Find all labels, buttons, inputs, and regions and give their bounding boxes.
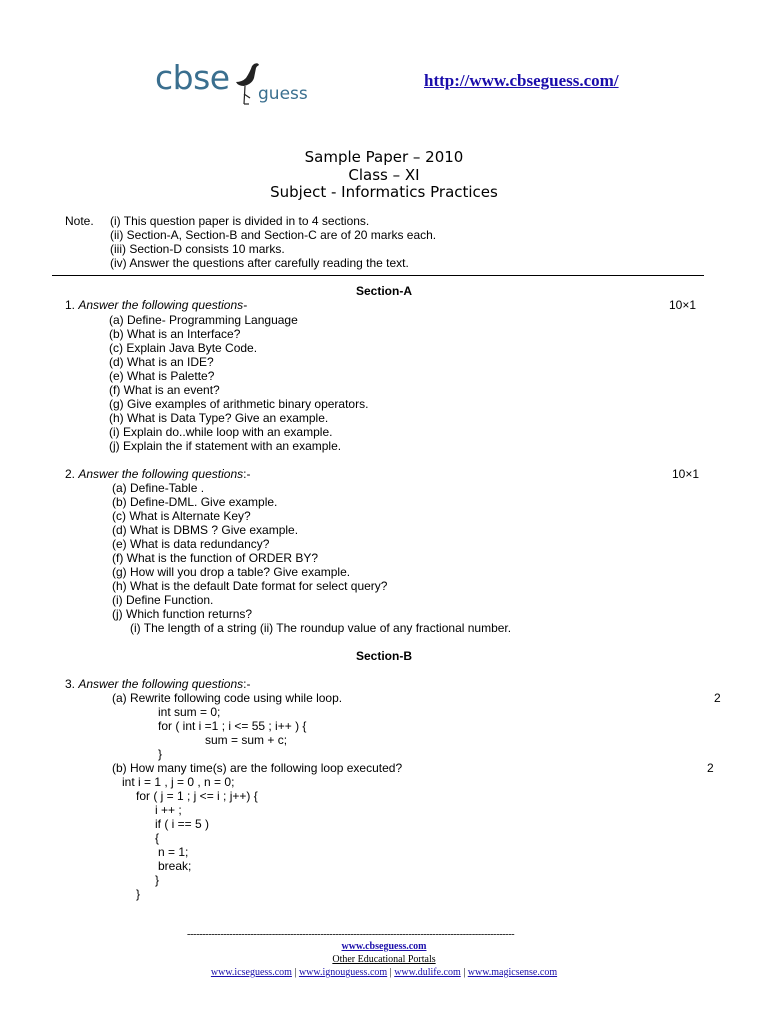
question-item: (g) Give examples of arithmetic binary operators. (109, 397, 369, 411)
code-line: } (158, 747, 163, 761)
logo-cbse-text: cbse (155, 58, 230, 97)
note-label: Note. (65, 214, 94, 228)
question-subitem: (i) The length of a string (ii) The roundup value of any fractional number. (130, 621, 512, 635)
footer-separator: | (294, 967, 297, 978)
question-1-prompt: 1. Answer the following questions- (65, 298, 248, 312)
question-item: (b) Define-DML. Give example. (112, 495, 278, 509)
code-line: break; (158, 859, 192, 873)
code-line: for ( int i =1 ; i <= 55 ; i++ ) { (158, 719, 307, 733)
code-line: int i = 1 , j = 0 , n = 0; (122, 775, 235, 789)
footer-links-row (0, 967, 768, 978)
question-item: (c) Explain Java Byte Code. (109, 341, 258, 355)
question-1-marks: 10×1 (669, 298, 697, 312)
question-3a-text: (a) Rewrite following code using while loop. (112, 691, 343, 705)
note-item: (i) This question paper is divided in to 4 sections. (110, 214, 370, 228)
question-3b-text: (b) How many time(s) are the following loop executed? (112, 761, 403, 775)
code-line: } (155, 873, 160, 887)
question-item: (g) How will you drop a table? Give example. (112, 565, 351, 579)
footer-divider: ------------------------------------------------------------------------------------------------------------ (187, 929, 515, 940)
class-title: Class – XI (348, 166, 420, 184)
question-item: (c) What is Alternate Key? (112, 509, 251, 523)
code-line: n = 1; (158, 845, 189, 859)
footer-separator: | (463, 967, 466, 978)
question-item: (f) What is an event? (109, 383, 220, 397)
note-item: (ii) Section-A, Section-B and Section-C are of 20 marks each. (110, 228, 437, 242)
question-item: (d) What is an IDE? (109, 355, 214, 369)
question-item: (j) Explain the if statement with an example. (109, 439, 342, 453)
paper-title: Sample Paper – 2010 (304, 148, 464, 166)
footer-portals-row (0, 954, 768, 965)
question-item: (j) Which function returns? (112, 607, 253, 621)
section-b-heading: Section-B (355, 649, 412, 663)
question-2-prompt: 2. Answer the following questions:- (65, 467, 251, 481)
question-item: (i) Define Function. (112, 593, 214, 607)
question-item: (e) What is data redundancy? (112, 537, 270, 551)
question-item: (b) What is an Interface? (109, 327, 241, 341)
subject-title: Subject - Informatics Practices (270, 183, 498, 201)
question-item: (f) What is the function of ORDER BY? (112, 551, 319, 565)
code-line: sum = sum + c; (205, 733, 288, 747)
code-line: if ( i == 5 ) (155, 817, 210, 831)
question-item: (i) Explain do..while loop with an example. (109, 425, 333, 439)
question-item: (e) What is Palette? (109, 369, 215, 383)
code-line: for ( j = 1 ; j <= i ; j++) { (136, 789, 258, 803)
footer-link-dulife[interactable]: www.dulife.com (394, 967, 461, 978)
code-line: int sum = 0; (158, 705, 221, 719)
footer-site-row (0, 941, 768, 952)
note-item: (iv) Answer the questions after carefully reading the text. (110, 256, 409, 270)
footer-link-ignouguess[interactable]: www.ignouguess.com (298, 967, 388, 978)
footer-link-icseguess[interactable]: www.icseguess.com (210, 967, 292, 978)
code-line: i ++ ; (155, 803, 182, 817)
question-item: (a) Define-Table . (112, 481, 205, 495)
logo-guess-text: guess (258, 84, 308, 104)
question-item: (d) What is DBMS ? Give example. (112, 523, 299, 537)
question-3b-marks: 2 (707, 761, 714, 775)
question-item: (h) What is the default Date format for select query? (112, 579, 388, 593)
code-line: { (155, 831, 160, 845)
footer-separator: | (389, 967, 392, 978)
question-2-marks: 10×1 (672, 467, 700, 481)
section-a-heading: Section-A (355, 284, 412, 298)
question-item: (h) What is Data Type? Give an example. (109, 411, 329, 425)
code-line: } (136, 887, 141, 901)
question-item: (a) Define- Programming Language (109, 313, 298, 327)
footer-site-link[interactable]: www.cbseguess.com (341, 941, 427, 952)
question-3-prompt: 3. Answer the following questions:- (65, 677, 251, 691)
note-item: (iii) Section-D consists 10 marks. (110, 242, 285, 256)
site-url-link[interactable]: http://www.cbseguess.com/ (424, 71, 619, 90)
divider (52, 275, 704, 276)
question-3a-marks: 2 (714, 691, 721, 705)
footer-portals-label: Other Educational Portals (332, 954, 436, 965)
footer-link-magicsense[interactable]: www.magicsense.com (467, 967, 558, 978)
